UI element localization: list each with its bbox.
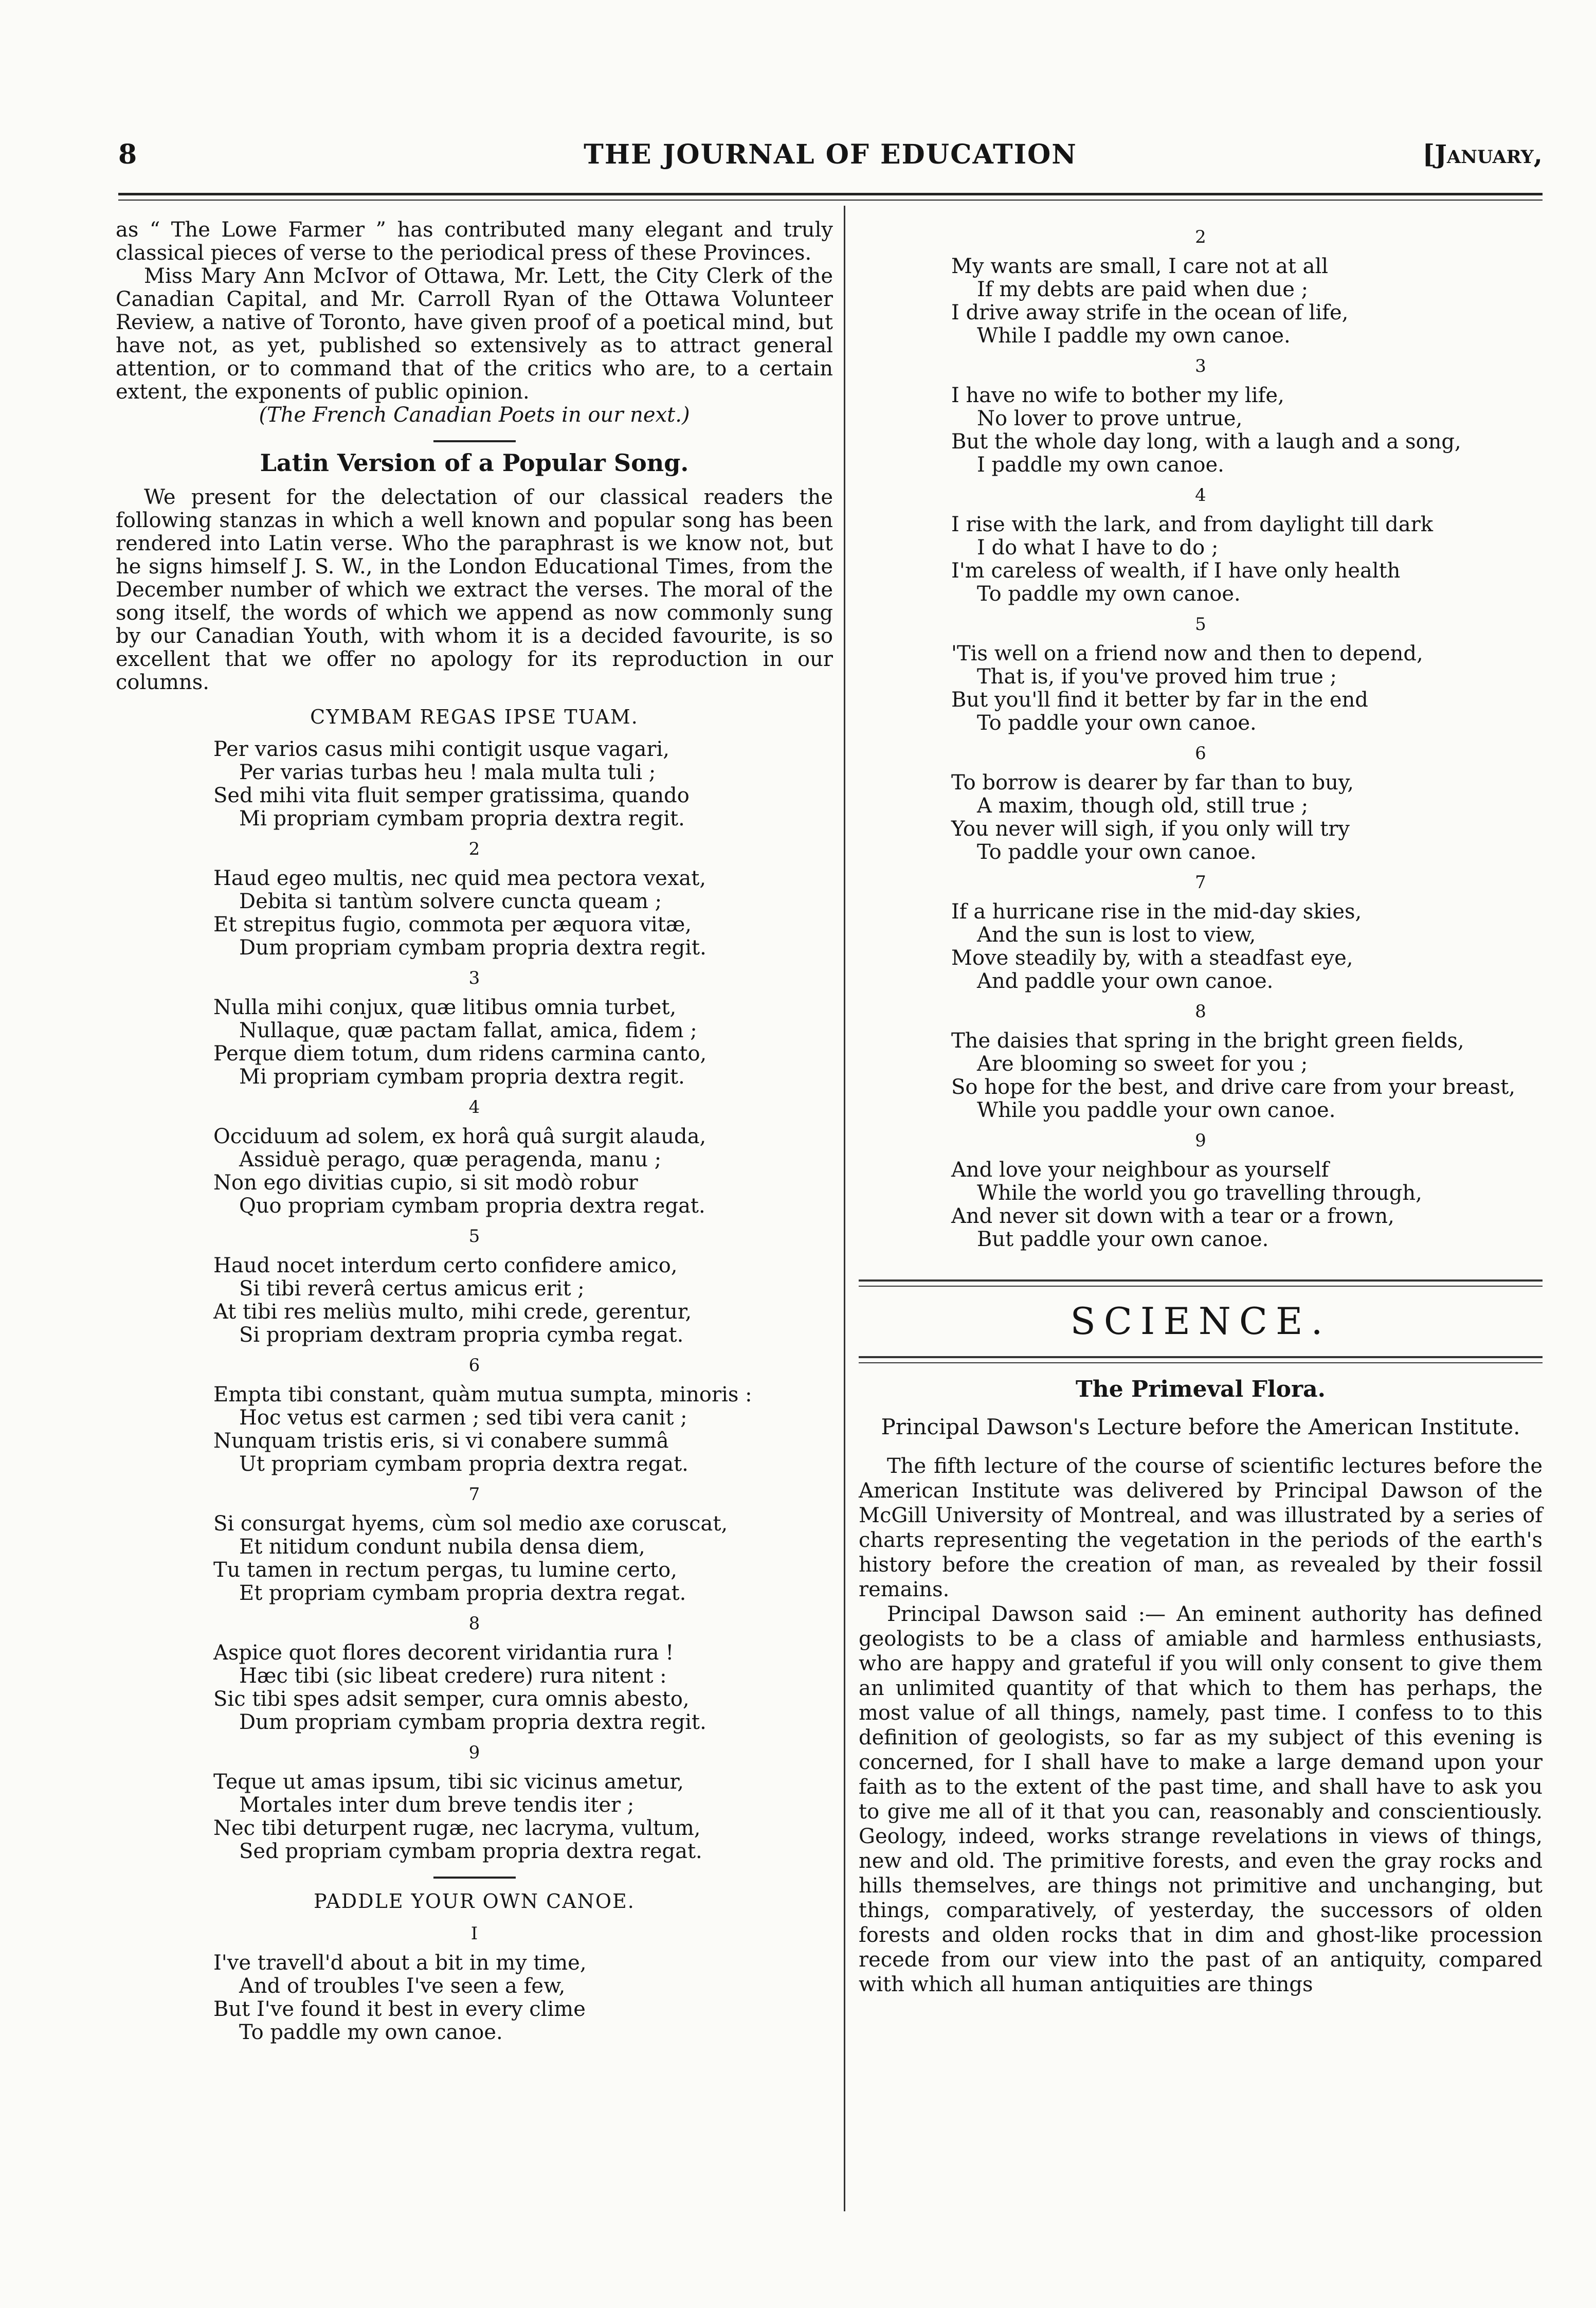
stanza [951,255,1543,348]
verse-line: I do what I have to do ; [977,536,1219,560]
verse-line: Et nitidum condunt nubila densa diem, [239,1535,645,1559]
verse-line: Per varios casus mihi contigit usque vagari, [213,737,669,761]
verse-line: Nunquam tristis eris, si vi conabere summâ [213,1429,669,1453]
stanza [951,513,1543,606]
science-heading: SCIENCE. [1070,1300,1331,1343]
verse-line: Are blooming so sweet for you ; [977,1052,1308,1076]
stanza-number: 2 [1195,227,1206,247]
stanza-number: 4 [468,1097,480,1117]
verse-line: And the sun is lost to view, [977,923,1256,947]
verse-line: While I paddle my own canoe. [977,324,1291,348]
intro-paragraph: as “ The Lowe Farmer ” has contributed many elegant and truly classical pieces of verse to the periodical press of these Provinces. [116,218,833,265]
stanza [213,1512,833,1605]
header-rule-thin [118,200,1543,201]
verse-line: So hope for the best, and drive care from your breast, [951,1075,1515,1099]
section-rule [859,1356,1543,1358]
issue-month: [January, [1422,139,1543,169]
verse-line: Nec tibi deturpent rugæ, nec lacryma, vultum, [213,1816,701,1840]
verse-line: Quo propriam cymbam propria dextra regat. [239,1194,705,1218]
stanza [213,996,833,1089]
verse-line: To paddle your own canoe. [977,711,1257,735]
section-rule-thin [859,1362,1543,1363]
verse-line: Ut propriam cymbam propria dextra regat. [239,1452,688,1476]
verse-line: Sed mihi vita fluit semper gratissima, quando [213,784,690,807]
article-heading: The Primeval Flora. [1076,1376,1326,1402]
verse-line: A maxim, though old, still true ; [977,794,1309,818]
intro-paragraph: Miss Mary Ann McIvor of Ottawa, Mr. Lett, the City Clerk of the Canadian Capital, and Mr. Carroll Ryan of the Ottawa Volunteer Review, a native of Toronto, have given proof of a poetical mind, but have not, as yet, published so extensively as to attract general attention, or to command that of the critics who are, to a certain extent, the exponents of public opinion. [116,264,833,404]
section-rule-thin [859,1286,1543,1287]
stanza [213,867,833,960]
verse-line: And of troubles I've seen a few, [239,1974,566,1998]
verse-line: If my debts are paid when due ; [977,278,1309,301]
stanza [213,1771,833,1863]
verse-line: To paddle your own canoe. [977,840,1257,864]
verse-line: Nulla mihi conjux, quæ litibus omnia turbet, [213,996,677,1019]
section-heading: Latin Version of a Popular Song. [260,449,689,477]
verse-line: Per varias turbas heu ! mala multa tuli ; [239,761,656,784]
verse-line: I've travell'd about a bit in my time, [213,1951,587,1975]
verse-line: Empta tibi constant, quàm mutua sumpta, minoris : [213,1383,752,1407]
verse-line: Si consurgat hyems, cùm sol medio axe coruscat, [213,1512,728,1536]
stanza [951,1030,1543,1122]
verse-line: Dum propriam cymbam propria dextra regit. [239,1710,706,1734]
stanza [951,771,1543,864]
poem-title: CYMBAM REGAS IPSE TUAM. [310,706,639,728]
verse-line: And never sit down with a tear or a frown, [951,1204,1394,1228]
verse-line: Mi propriam cymbam propria dextra regit. [239,807,685,831]
latin-intro-paragraph: We present for the delectation of our classical readers the following stanzas in which a well known and popular song has been rendered into Latin verse. Who the paraphrast is we know not, but he signs himself J. S. W., in the London Educational Times, from the December number of which we extract the verses. The moral of the song itself, the words of which we append as now commonly sung by our Canadian Youth, with whom it is a decided favourite, is so excellent that we offer no apology for its reproduction in our columns. [116,485,833,694]
verse-line: While you paddle your own canoe. [977,1098,1336,1122]
stanza [951,1159,1543,1251]
article-paragraph: The fifth lecture of the course of scientific lectures before the American Institute was delivered by Principal Dawson of the McGill University of Montreal, and was illustrated by a series of charts representing the vegetation in the periods of the earth's history before the creation of man, as revealed by their fossil remains. [859,1454,1543,1601]
column-divider [844,206,845,2211]
stanza [951,900,1543,993]
verse-line: I rise with the lark, and from daylight till dark [951,513,1433,536]
verse-line: Haud nocet interdum certo confidere amico, [213,1254,678,1277]
left-column [116,219,833,2044]
stanza-number: 9 [1195,1130,1206,1151]
stanza-number: 8 [468,1613,480,1634]
verse-line: And paddle your own canoe. [977,969,1274,993]
verse-line: I paddle my own canoe. [977,453,1224,477]
verse-line: Assiduè perago, quæ peragenda, manu ; [239,1148,662,1171]
english-poem-start [116,1922,833,2044]
verse-line: I drive away strife in the ocean of life, [951,301,1349,324]
verse-line: Haud egeo multis, nec quid mea pectora vexat, [213,867,706,890]
english-poem-continued [859,226,1543,1251]
stanza [213,1383,833,1476]
verse-line: To paddle my own canoe. [977,582,1241,606]
stanza [951,642,1543,735]
verse-line: But paddle your own canoe. [977,1228,1269,1251]
stanza-number: 4 [1195,485,1206,506]
stanza [213,1254,833,1347]
verse-line: 'Tis well on a friend now and then to depend, [951,642,1423,665]
verse-line: Sic tibi spes adsit semper, cura omnis abesto, [213,1687,690,1711]
stanza-number: 5 [1195,614,1206,635]
verse-line: At tibi res meliùs multo, mihi crede, gerentur, [213,1300,692,1324]
section-rule [433,440,516,442]
latin-poem [116,738,833,1863]
header-rule [118,193,1543,195]
article-subheading: Principal Dawson's Lecture before the American Institute. [881,1414,1520,1439]
verse-line: Si propriam dextram propria cymba regat. [239,1323,684,1347]
stanza-number: 5 [468,1226,480,1247]
stanza-number: 2 [468,839,480,859]
verse-line: Hoc vetus est carmen ; sed tibi vera canit ; [239,1406,687,1430]
verse-line: No lover to prove untrue, [977,407,1243,430]
verse-line: To paddle my own canoe. [239,2021,503,2044]
stanza [213,1952,833,2044]
verse-line: Si tibi reverâ certus amicus erit ; [239,1277,585,1301]
verse-line: Debita si tantùm solvere cuncta queam ; [239,890,662,913]
section-rule [859,1279,1543,1282]
verse-line: And love your neighbour as yourself [951,1158,1329,1182]
verse-line: While the world you go travelling through, [977,1181,1422,1205]
verse-line: My wants are small, I care not at all [951,255,1329,278]
verse-line: Mortales inter dum breve tendis iter ; [239,1793,634,1817]
verse-line: But I've found it best in every clime [213,1997,586,2021]
stanza-number: 6 [468,1355,480,1376]
verse-line: But the whole day long, with a laugh and a song, [951,430,1461,454]
poem-title: PADDLE YOUR OWN CANOE. [314,1890,635,1913]
verse-line: If a hurricane rise in the mid-day skies, [951,900,1362,924]
verse-line: Move steadily by, with a steadfast eye, [951,946,1353,970]
stanza-number: 9 [468,1742,480,1763]
stanza-number: 8 [1195,1001,1206,1022]
verse-line: You never will sigh, if you only will try [951,817,1350,841]
stanza [213,738,833,831]
verse-line: The daisies that spring in the bright green fields, [951,1029,1464,1053]
stanza [213,1642,833,1734]
journal-title: THE JOURNAL OF EDUCATION [584,139,1077,170]
verse-line: I'm careless of wealth, if I have only health [951,559,1401,583]
stanza-number: I [470,1923,478,1944]
stanza [213,1125,833,1218]
verse-line: Nullaque, quæ pactam fallat, amica, fidem ; [239,1019,697,1042]
stanza-number: 7 [468,1484,480,1505]
verse-line: Hæc tibi (sic libeat credere) rura nitent : [239,1664,667,1688]
section-rule [433,1877,516,1879]
verse-line: Tu tamen in rectum pergas, tu lumine certo, [213,1558,677,1582]
verse-line: Dum propriam cymbam propria dextra regit. [239,936,706,960]
verse-line: Non ego divitias cupio, si sit modò robur [213,1171,638,1195]
stanza [951,384,1543,477]
stanza-number: 3 [1195,356,1206,376]
stanza-number: 6 [1195,743,1206,764]
stanza-number: 3 [468,968,480,988]
verse-line: I have no wife to bother my life, [951,384,1284,407]
verse-line: But you'll find it better by far in the end [951,688,1368,712]
verse-line: Occiduum ad solem, ex horâ quâ surgit alauda, [213,1125,706,1148]
stanza-number: 7 [1195,872,1206,893]
verse-line: Perque diem totum, dum ridens carmina canto, [213,1042,707,1066]
verse-line: To borrow is dearer by far than to buy, [951,771,1354,795]
verse-line: Et propriam cymbam propria dextra regat. [239,1581,686,1605]
right-column [859,219,1543,1997]
page-number: 8 [118,139,137,170]
verse-line: Teque ut amas ipsum, tibi sic vicinus ametur, [213,1770,684,1794]
verse-line: Sed propriam cymbam propria dextra regat. [239,1840,702,1863]
page-header [118,139,1543,180]
verse-line: That is, if you've proved him true ; [977,665,1337,689]
verse-line: Et strepitus fugio, commota per æquora vitæ, [213,913,692,936]
article-paragraph: Principal Dawson said :— An eminent authority has defined geologists to be a class of amiable and harmless enthusiasts, who are happy and grateful if you will only consent to give them an unlimited quantity of that which to them has perhaps, the most value of all things, namely, past time. I confess to to this definition of geologists, so far as my subject of this evening is concerned, for I shall have to make a large demand upon your faith as to the extent of the past time, and shall have to ask you to give me all of it that you can, reasonably and conscientiously. Geology, indeed, works strange revelations in views of things, new and old. The primitive forests, and even the gray rocks and hills themselves, are things not primitive and unchanging, but things, comparatively, of yesterday, the successors of olden forests and olden rocks that in dim and ghost-like procession recede from our view into the past of an antiquity, compared with which all human antiquities are things [859,1602,1543,1996]
intro-note: (The French Canadian Poets in our next.) [259,403,690,427]
verse-line: Aspice quot flores decorent viridantia rura ! [213,1641,674,1665]
verse-line: Mi propriam cymbam propria dextra regit. [239,1065,685,1089]
